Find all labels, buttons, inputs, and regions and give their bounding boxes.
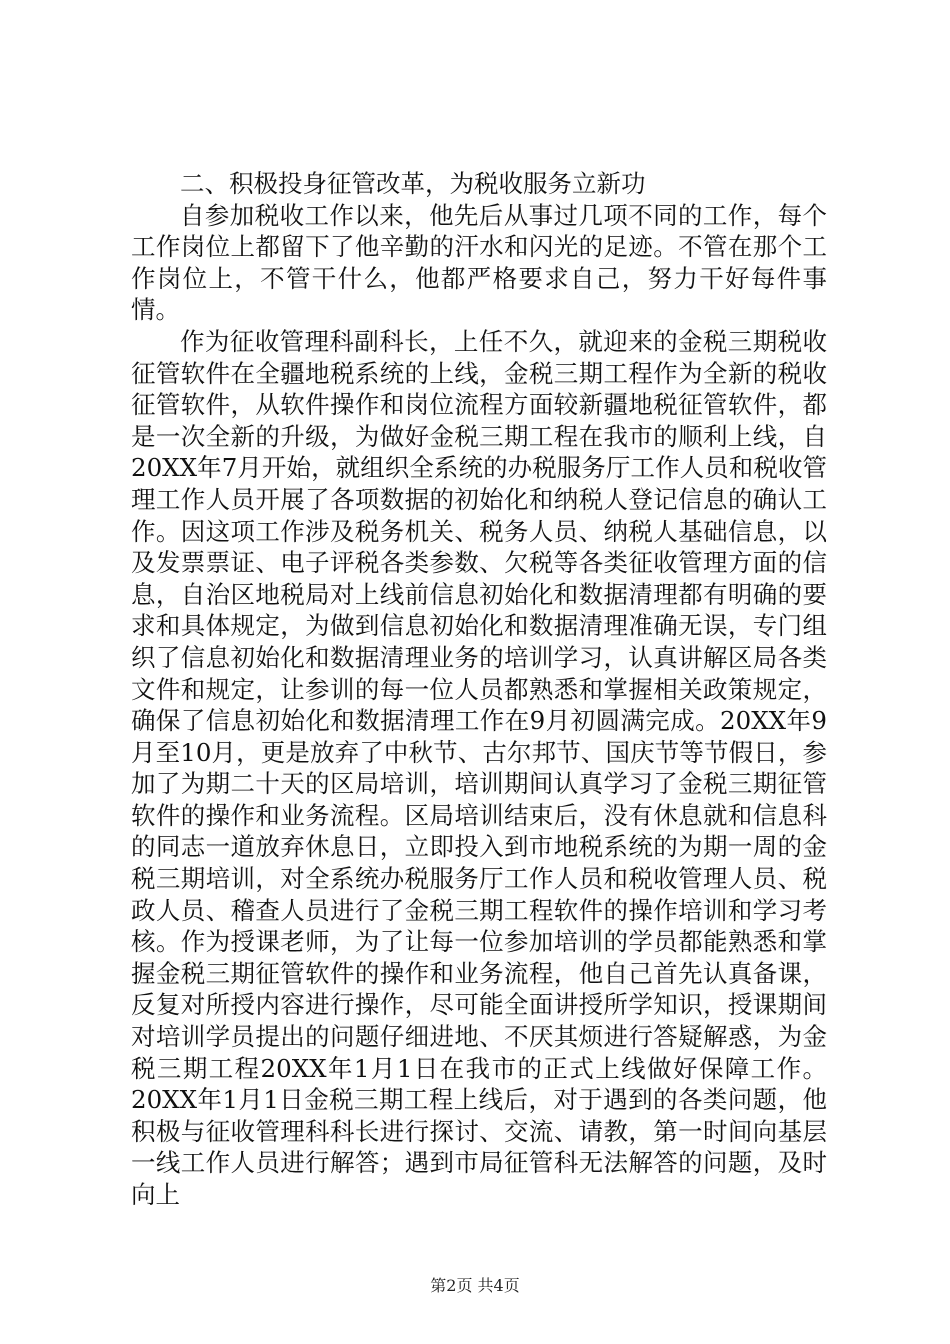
page-number-label: 第2页 共4页 [430,1276,520,1295]
paragraph-2: 作为征收管理科副科长，上任不久，就迎来的金税三期税收征管软件在全疆地税系统的上线，金税三期工程作为全新的税收征管软件，从软件操作和岗位流程方面较新疆地税征管软件，都是一次全新的升级，为做好金税三期工程在我市的顺利上线，自20XX年7月开始，就组织全系统的办税服务厅工作人员和税收管理工作人员开展了各项数据的初始化和纳税人登记信息的确认工作。因这项工作涉及税务机关、税务人员、纳税人基础信息，以及发票票证、电子评税各类参数、欠税等各类征收管理方面的信息，自治区地税局对上线前信息初始化和数据清理都有明确的要求和具体规定，为做到信息初始化和数据清理准确无误，专门组织了信息初始化和数据清理业务的培训学习，认真讲解区局各类文件和规定，让参训的每一位人员都熟悉和掌握相关政策规定，确保了信息初始化和数据清理工作在9月初圆满完成。20XX年9月至10月，更是放弃了中秋节、古尔邦节、国庆节等节假日，参加了为期二十天的区局培训，培训期间认真学习了金税三期征管软件的操作和业务流程。区局培训结束后，没有休息就和信息科的同志一道放弃休息日，立即投入到市地税系统的为期一周的金税三期培训，对全系统办税服务厅工作人员和税收管理人员、税政人员、稽查人员进行了金税三期工程软件的操作培训和学习考核。作为授课老师，为了让每一位参加培训的学员都能熟悉和掌握金税三期征管软件的操作和业务流程，他自己首先认真备课，反复对所授内容进行操作，尽可能全面讲授所学知识，授课期间对培训学员提出的问题仔细进地、不厌其烦进行答疑解惑，为金税三期工程20XX年1月1日在我市的正式上线做好保障工作。20XX年1月1日金税三期工程上线后，对于遇到的各类问题，他积极与征收管理科科长进行探讨、交流、请教，第一时间向基层一线工作人员进行解答；遇到市局征管科无法解答的问题，及时向上 [131,326,827,1209]
section-heading: 二、积极投身征管改革，为税收服务立新功 [180,169,646,198]
document-body [131,168,827,1211]
page-footer [0,1276,950,1296]
paragraph-1: 自参加税收工作以来，他先后从事过几项不同的工作，每个工作岗位上都留下了他辛勤的汗水和闪光的足迹。不管在那个工作岗位上，不管干什么，他都严格要求自己，努力干好每件事情。 [131,200,827,325]
